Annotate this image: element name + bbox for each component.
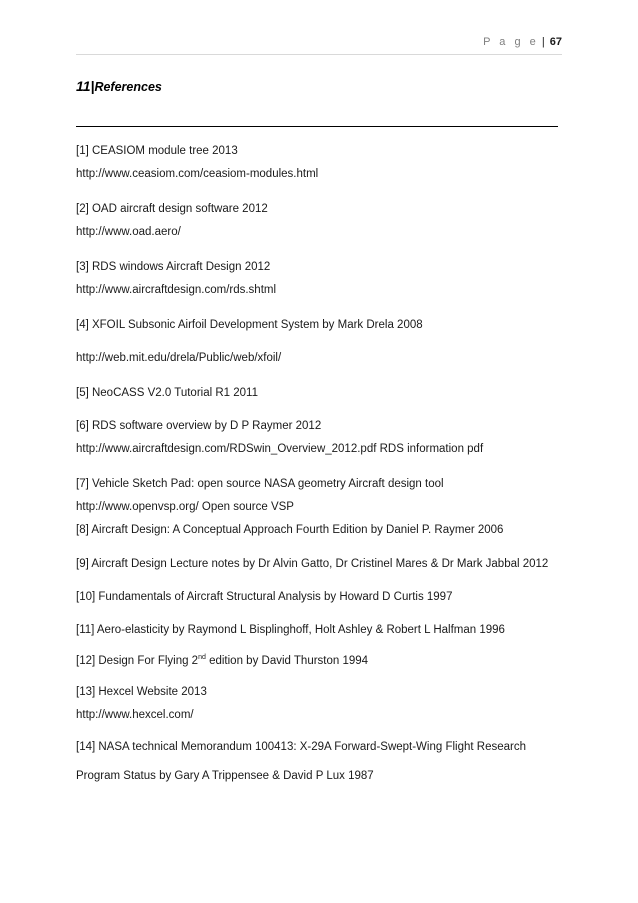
reference-13-url: http://www.hexcel.com/: [76, 709, 194, 721]
reference-10-title: [10] Fundamentals of Aircraft Structural Analysis by Howard D Curtis 1997: [76, 591, 453, 603]
page-label: P a g e: [483, 36, 539, 48]
reference-5-title: [5] NeoCASS V2.0 Tutorial R1 2011: [76, 387, 258, 399]
reference-4-title: [4] XFOIL Subsonic Airfoil Development System by Mark Drela 2008: [76, 319, 423, 331]
page-separator: |: [541, 36, 545, 48]
reference-4-url: http://web.mit.edu/drela/Public/web/xfoil/: [76, 352, 282, 364]
reference-14-continuation: Program Status by Gary A Trippensee & David P Lux 1987: [76, 770, 374, 782]
reference-8-title: [8] Aircraft Design: A Conceptual Approach Fourth Edition by Daniel P. Raymer 2006: [76, 524, 504, 536]
reference-11-title: [11] Aero-elasticity by Raymond L Bisplinghoff, Holt Ashley & Robert L Halfman 1996: [76, 624, 505, 636]
reference-7-title: [7] Vehicle Sketch Pad: open source NASA geometry Aircraft design tool: [76, 478, 444, 490]
section-number: 11|: [76, 78, 95, 94]
page-header: [76, 36, 562, 55]
reference-3-url: http://www.aircraftdesign.com/rds.shtml: [76, 284, 277, 296]
section-title: References: [94, 80, 162, 94]
reference-3-title: [3] RDS windows Aircraft Design 2012: [76, 261, 271, 273]
reference-12-superscript: nd: [198, 654, 206, 662]
reference-6-url: http://www.aircraftdesign.com/RDSwin_Overview_2012.pdf RDS information pdf: [76, 443, 484, 455]
reference-9-title: [9] Aircraft Design Lecture notes by Dr Alvin Gatto, Dr Cristinel Mares & Dr Mark Jabbal 2012: [76, 558, 549, 570]
reference-7-url: http://www.openvsp.org/ Open source VSP: [76, 501, 294, 513]
reference-2-title: [2] OAD aircraft design software 2012: [76, 203, 268, 215]
reference-1-url: http://www.ceasiom.com/ceasiom-modules.html: [76, 168, 319, 180]
reference-14-title: [14] NASA technical Memorandum 100413: X-29A Forward-Swept-Wing Flight Research: [76, 741, 526, 753]
section-heading: [76, 78, 162, 94]
reference-12-text: [12] Design For Flying 2: [76, 655, 199, 667]
reference-6-title: [6] RDS software overview by D P Raymer 2012: [76, 420, 322, 432]
horizontal-rule: [76, 126, 558, 127]
reference-2-url: http://www.oad.aero/: [76, 226, 181, 238]
reference-12-title: [76, 655, 368, 667]
reference-13-title: [13] Hexcel Website 2013: [76, 686, 207, 698]
page-number: 67: [549, 36, 562, 48]
reference-12-text-end: edition by David Thurston 1994: [205, 655, 369, 667]
reference-1-title: [1] CEASIOM module tree 2013: [76, 145, 238, 157]
